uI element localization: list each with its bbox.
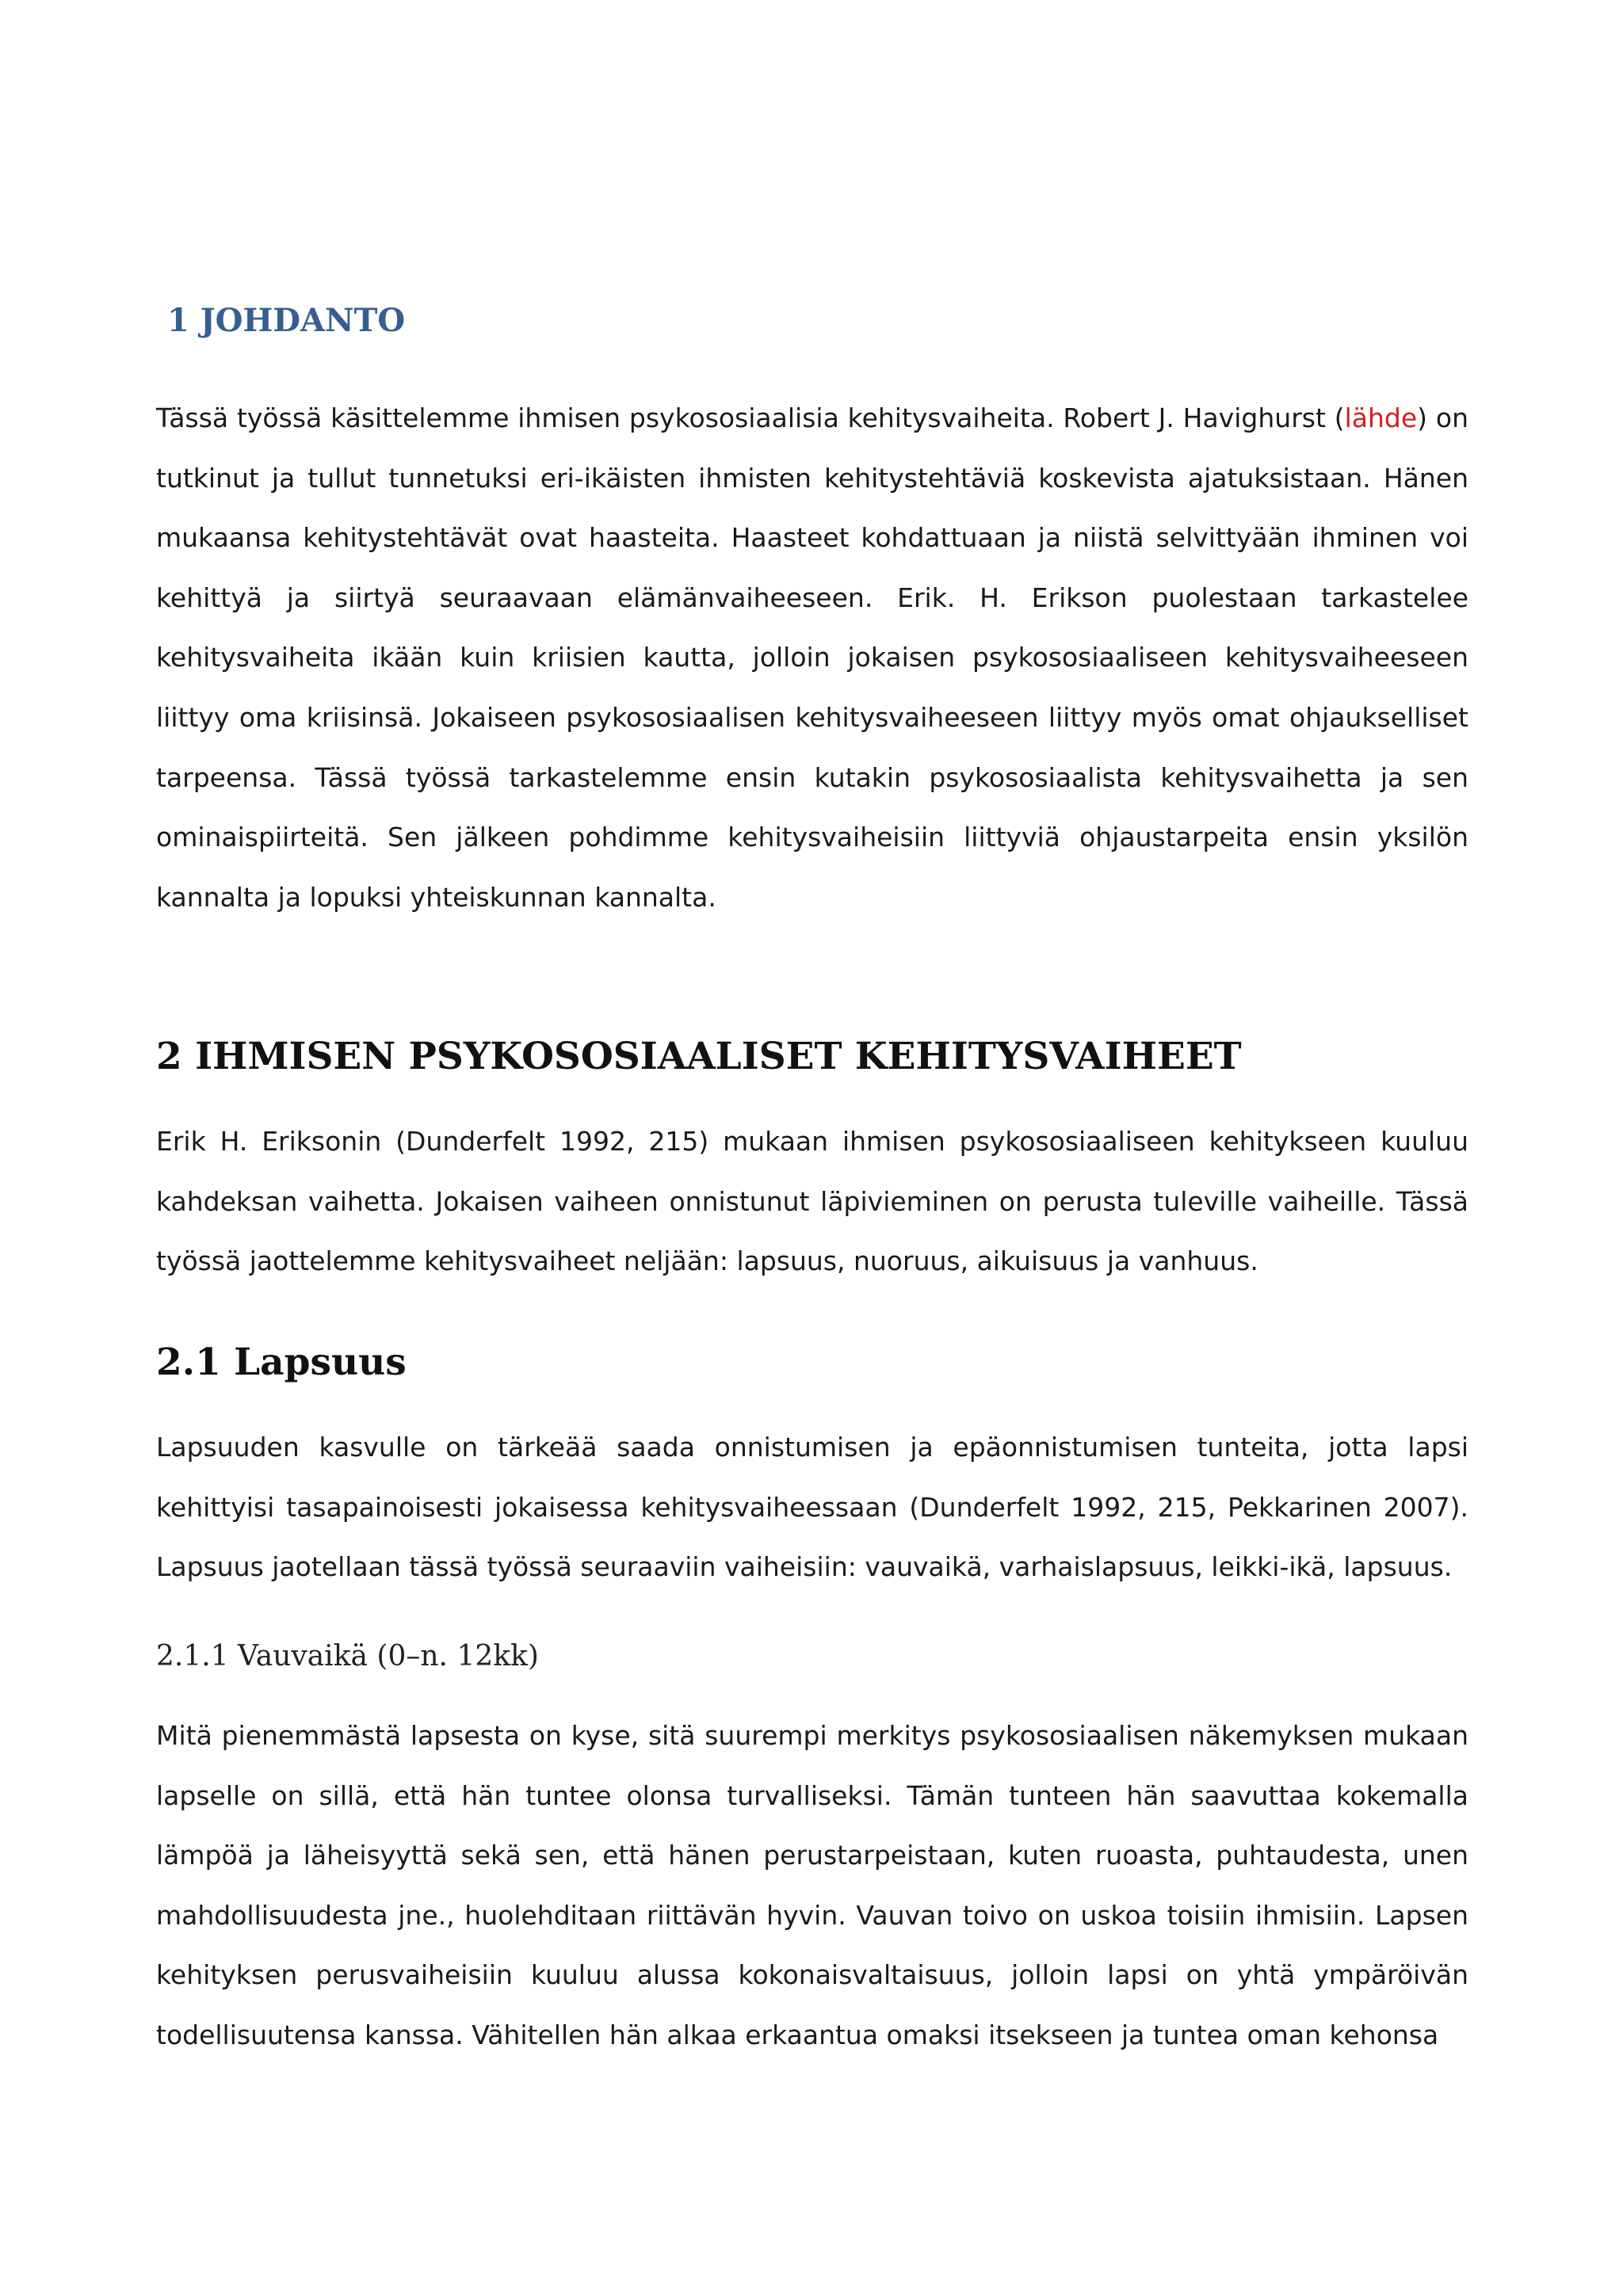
heading-section-2-1-1: 2.1.1 Vauvaikä (0–n. 12kk) (156, 1640, 539, 1672)
heading-chapter-2: 2 IHMISEN PSYKOSOSIAALISET KEHITYSVAIHEET (156, 1035, 1242, 1078)
paragraph-section-2-1: Lapsuuden kasvulle on tärkeää saada onnistumisen ja epäonnistumisen tunteita, jotta lapsi kehittyisi tasapainoisesti jokaisessa kehitysvaiheessaan (Dunderfelt 1992, 215, Pekkarinen 2007). Lapsuus jaotellaan tässä työssä seuraaviin vaiheisiin: vauvaikä, varhaislapsuus, leikki-ikä, lapsuus. (156, 1432, 1468, 1583)
paragraph-section-2-1-1: Mitä pienemmästä lapsesta on kyse, sitä suurempi merkitys psykososiaalisen näkemyksen mukaan lapselle on sillä, että hän tuntee olonsa turvalliseksi. Tämän tunteen hän saavuttaa kokemalla lämpöä ja läheisyyttä sekä sen, että hänen perustarpeistaan, kuten ruoasta, puhtaudesta, unen mahdollisuudesta jne., huolehditaan riittävän hyvin. Vauvan toivo on uskoa toisiin ihmisiin. Lapsen kehityksen perusvaiheisiin kuuluu alussa kokonaisvaltaisuus, jolloin lapsi on yhtä ympäröivän todellisuutensa kanssa. Vähitellen hän alkaa erkaantua omaksi itsekseen ja tuntea oman kehonsa (156, 1720, 1468, 2050)
paragraph-johdanto (156, 388, 1468, 987)
paragraph-johdanto-text-end: ) on tutkinut ja tullut tunnetuksi eri-ikäisten ihmisten kehitystehtäviä koskevista ajatuksistaan. Hänen mukaansa kehitystehtävät ovat haasteita. Haasteet kohdattuaan ja niistä selvittyään ihminen voi kehittyä ja siirtyä seuraavaan elämänvaiheeseen. Erik. H. Erikson puolestaan tarkastelee kehitysvaiheita ikään kuin kriisien kautta, jolloin jokaisen psykososiaaliseen kehitysvaiheeseen liittyy oma kriisinsä. Jokaiseen psykososiaalisen kehitysvaiheeseen liittyy myös omat ohjaukselliset tarpeensa. Tässä työssä tarkastelemme ensin kutakin psykososiaalista kehitysvaihetta ja sen ominaispiirteitä. Sen jälkeen pohdimme kehitysvaiheisiin liittyviä ohjaustarpeita ensin yksilön kannalta ja lopuksi yhteiskunnan kannalta. (156, 402, 1468, 913)
paragraph-johdanto-text-start: Tässä työssä käsittelemme ihmisen psykososiaalisia kehitysvaiheita. Robert J. Havighurst ( (156, 402, 1345, 433)
paragraph-chapter-2: Erik H. Eriksonin (Dunderfelt 1992, 215) mukaan ihmisen psykososiaaliseen kehitykseen kuuluu kahdeksan vaihetta. Jokaisen vaiheen onnistunut läpivieminen on perusta tuleville vaiheille. Tässä työssä jaottelemme kehitysvaiheet neljään: lapsuus, nuoruus, aikuisuus ja vanhuus. (156, 1126, 1468, 1277)
document-page (156, 293, 1468, 2065)
heading-johdanto: 1 JOHDANTO (167, 302, 406, 339)
reference-placeholder: lähde (1344, 402, 1418, 433)
heading-section-2-1: 2.1 Lapsuus (156, 1341, 407, 1384)
